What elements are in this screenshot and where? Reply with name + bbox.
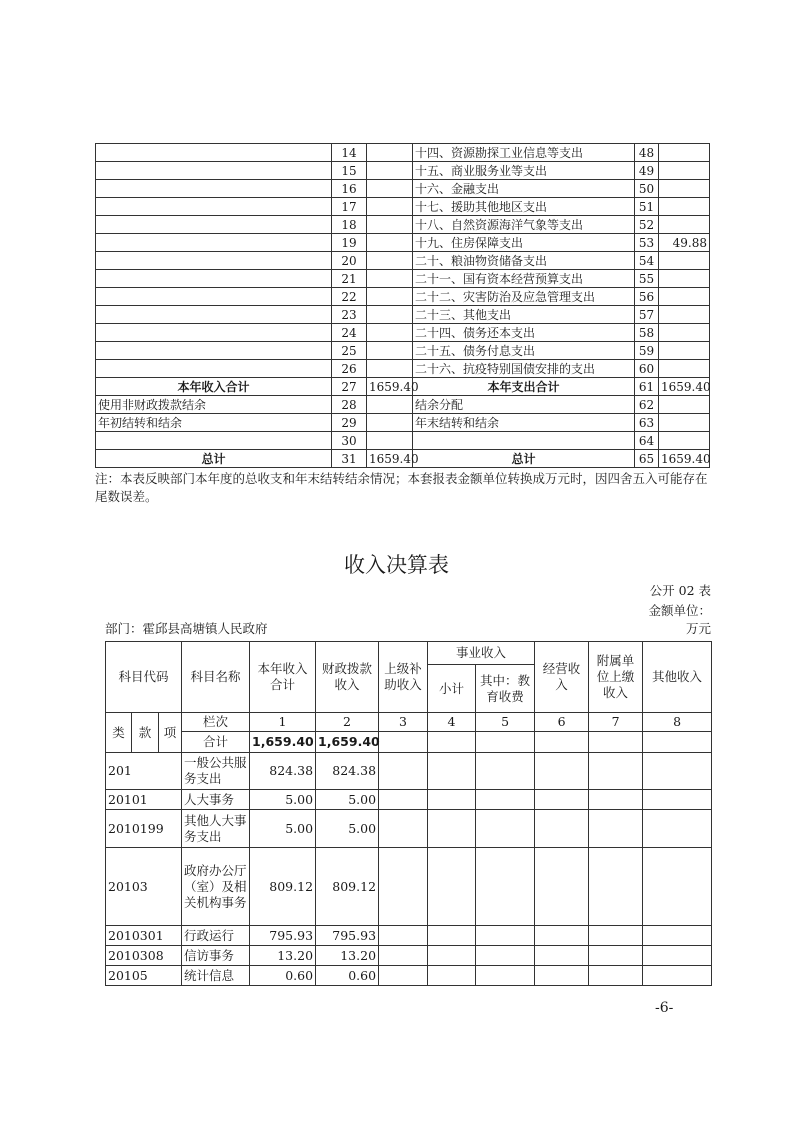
income-item: [96, 432, 332, 450]
expense-item: 二十五、债务付息支出: [413, 342, 635, 360]
sum-total: 1,659.40: [250, 732, 316, 753]
income-item: [96, 162, 332, 180]
table-row: [106, 926, 712, 946]
amount: 49.88: [659, 234, 710, 252]
subject-name: 政府办公厅（室）及相关机构事务: [182, 848, 250, 926]
sum-label: 合计: [182, 732, 250, 753]
row-number: 56: [635, 288, 659, 306]
empty-cell: [379, 946, 428, 966]
row-number: 19: [332, 234, 367, 252]
fiscal-income: 5.00: [316, 790, 379, 810]
amount: [659, 342, 710, 360]
empty-cell: [428, 810, 476, 848]
header-lei: 类: [106, 713, 132, 753]
empty-cell: [535, 946, 589, 966]
amount: [367, 414, 413, 432]
col-number: 8: [643, 713, 712, 732]
empty-cell: [643, 926, 712, 946]
row-number: 57: [635, 306, 659, 324]
income-item: [96, 288, 332, 306]
row-number: 25: [332, 342, 367, 360]
row-number: 50: [635, 180, 659, 198]
empty-cell: [428, 926, 476, 946]
fiscal-income: 5.00: [316, 810, 379, 848]
empty-cell: [535, 926, 589, 946]
table-row: [96, 198, 710, 216]
income-item: [96, 360, 332, 378]
income-item: 年初结转和结余: [96, 414, 332, 432]
row-number: 15: [332, 162, 367, 180]
total-income: 809.12: [250, 848, 316, 926]
page-title: 收入决算表: [344, 553, 449, 577]
row-number: 16: [332, 180, 367, 198]
subject-name: 信访事务: [182, 946, 250, 966]
table-note: 注：本表反映部门本年度的总收支和年末结转结余情况；本套报表金额单位转换成万元时，因四舍五入可能存在尾数误差。: [95, 471, 708, 504]
expense-item: 二十、粮油物资储备支出: [413, 252, 635, 270]
empty-cell: [643, 848, 712, 926]
expense-item: 十七、援助其他地区支出: [413, 198, 635, 216]
col-number: 2: [316, 713, 379, 732]
empty-cell: [643, 966, 712, 986]
income-item: [96, 234, 332, 252]
empty-cell: [379, 810, 428, 848]
empty-cell: [476, 848, 535, 926]
table-row: [96, 324, 710, 342]
empty-cell: [428, 790, 476, 810]
col-number: 7: [589, 713, 643, 732]
row-number: 18: [332, 216, 367, 234]
col-number: 4: [428, 713, 476, 732]
empty-cell: [476, 753, 535, 790]
empty-cell: [589, 810, 643, 848]
row-number: 21: [332, 270, 367, 288]
income-item: [96, 306, 332, 324]
subject-code: 2010301: [106, 926, 182, 946]
amount: [659, 216, 710, 234]
amount: [367, 252, 413, 270]
amount: [367, 216, 413, 234]
expense-item: 二十一、国有资本经营预算支出: [413, 270, 635, 288]
header-subtotal: 小计: [428, 665, 476, 713]
empty-cell: [476, 810, 535, 848]
header-xiang: 项: [159, 713, 182, 753]
empty-cell: [643, 810, 712, 848]
header-fiscal: 财政拨款收入: [316, 642, 379, 713]
empty-cell: [589, 946, 643, 966]
empty-cell: [535, 848, 589, 926]
empty-cell: [589, 753, 643, 790]
empty-cell: [589, 790, 643, 810]
empty-cell: [535, 810, 589, 848]
header-business: 事业收入: [428, 642, 535, 665]
row-number: 20: [332, 252, 367, 270]
subject-code: 2010199: [106, 810, 182, 848]
expense-item: 年末结转和结余: [413, 414, 635, 432]
income-item: [96, 216, 332, 234]
empty-cell: [476, 926, 535, 946]
expense-item: 十四、资源勘探工业信息等支出: [413, 144, 635, 162]
row-number: 58: [635, 324, 659, 342]
subject-code: 201: [106, 753, 182, 790]
form-number: 公开 02 表: [649, 583, 711, 598]
row-number: 24: [332, 324, 367, 342]
amount: [659, 432, 710, 450]
table-row: [96, 396, 710, 414]
row-number: 22: [332, 288, 367, 306]
empty-cell: [476, 966, 535, 986]
empty-cell: [379, 790, 428, 810]
unit-value: 万元: [685, 621, 711, 636]
table-row: [96, 234, 710, 252]
amount: [659, 396, 710, 414]
row-number: 51: [635, 198, 659, 216]
amount: [367, 360, 413, 378]
expense-total-label: 本年支出合计: [413, 378, 635, 396]
empty-cell: [535, 966, 589, 986]
income-total-amount: 1659.40: [367, 378, 413, 396]
subject-name: 其他人大事务支出: [182, 810, 250, 848]
header-total: 本年收入合计: [250, 642, 316, 713]
empty-cell: [428, 753, 476, 790]
empty-cell: [535, 790, 589, 810]
header-superior: 上级补助收入: [379, 642, 428, 713]
empty-cell: [476, 790, 535, 810]
amount: [367, 288, 413, 306]
amount: [659, 306, 710, 324]
expense-item: 二十四、债务还本支出: [413, 324, 635, 342]
empty-cell: [379, 753, 428, 790]
sum-fiscal: 1,659.40: [316, 732, 379, 753]
amount: 1659.40: [367, 450, 413, 468]
amount: [367, 270, 413, 288]
row-number: 30: [332, 432, 367, 450]
income-expense-summary-table: [95, 143, 710, 468]
amount: [367, 198, 413, 216]
empty-cell: [589, 848, 643, 926]
subject-code: 20103: [106, 848, 182, 926]
header-operating: 经营收入: [535, 642, 589, 713]
table-row: [96, 414, 710, 432]
subject-code: 20105: [106, 966, 182, 986]
table-row: [96, 342, 710, 360]
table-row: [96, 216, 710, 234]
empty-cell: [379, 966, 428, 986]
table-row: [96, 360, 710, 378]
row-number: 64: [635, 432, 659, 450]
expense-item: 二十六、抗疫特别国债安排的支出: [413, 360, 635, 378]
row-number: 63: [635, 414, 659, 432]
row-number: 53: [635, 234, 659, 252]
amount: [367, 144, 413, 162]
fiscal-income: 809.12: [316, 848, 379, 926]
row-number: 54: [635, 252, 659, 270]
fiscal-income: 795.93: [316, 926, 379, 946]
subject-name: 一般公共服务支出: [182, 753, 250, 790]
grand-total-label: 总计: [96, 450, 332, 468]
empty-cell: [643, 790, 712, 810]
income-item: [96, 252, 332, 270]
amount: [659, 324, 710, 342]
col-number: 1: [250, 713, 316, 732]
row-number: 17: [332, 198, 367, 216]
row-number: 27: [332, 378, 367, 396]
amount: 1659.40: [659, 450, 710, 468]
subject-code: 2010308: [106, 946, 182, 966]
row-number: 52: [635, 216, 659, 234]
grand-total-label: 总计: [413, 450, 635, 468]
table-row: [106, 966, 712, 986]
expense-item: 十九、住房保障支出: [413, 234, 635, 252]
row-number: 49: [635, 162, 659, 180]
amount: [367, 180, 413, 198]
empty-cell: [428, 946, 476, 966]
empty-cell: [535, 753, 589, 790]
amount: [659, 360, 710, 378]
row-number: 55: [635, 270, 659, 288]
total-income: 0.60: [250, 966, 316, 986]
table-row: [96, 270, 710, 288]
income-final-accounts-table: [105, 641, 712, 986]
total-income: 795.93: [250, 926, 316, 946]
col-label: 栏次: [182, 713, 250, 732]
total-income: 824.38: [250, 753, 316, 790]
row-number: 31: [332, 450, 367, 468]
row-number: 28: [332, 396, 367, 414]
amount: [659, 180, 710, 198]
table-row: [106, 810, 712, 848]
income-item: [96, 144, 332, 162]
table-row-total: [96, 378, 710, 396]
empty-cell: [643, 753, 712, 790]
amount: [367, 162, 413, 180]
expense-item: 二十二、灾害防治及应急管理支出: [413, 288, 635, 306]
empty-cell: [476, 946, 535, 966]
total-income: 5.00: [250, 810, 316, 848]
income-item: [96, 270, 332, 288]
empty-cell: [643, 946, 712, 966]
amount: [367, 342, 413, 360]
amount: [659, 144, 710, 162]
table-row: [106, 790, 712, 810]
expense-item: 十八、自然资源海洋气象等支出: [413, 216, 635, 234]
table-row: [96, 180, 710, 198]
table-row: [106, 848, 712, 926]
amount: [367, 234, 413, 252]
expense-total-amount: 1659.40: [659, 378, 710, 396]
header-name: 科目名称: [182, 642, 250, 713]
row-number: 62: [635, 396, 659, 414]
amount: [367, 324, 413, 342]
row-number: 59: [635, 342, 659, 360]
amount: [659, 252, 710, 270]
page-number: -6-: [655, 1000, 674, 1016]
expense-item: 十五、商业服务业等支出: [413, 162, 635, 180]
expense-item: 结余分配: [413, 396, 635, 414]
empty-cell: [428, 966, 476, 986]
col-number: 5: [476, 713, 535, 732]
income-item: [96, 180, 332, 198]
amount: [659, 198, 710, 216]
table-row: [96, 432, 710, 450]
expense-item: 二十三、其他支出: [413, 306, 635, 324]
expense-item: 十六、金融支出: [413, 180, 635, 198]
empty-cell: [428, 848, 476, 926]
income-item: [96, 324, 332, 342]
amount: [367, 306, 413, 324]
row-number: 14: [332, 144, 367, 162]
amount: [659, 270, 710, 288]
row-number: 60: [635, 360, 659, 378]
empty-cell: [379, 926, 428, 946]
unit-label: 金额单位：: [648, 603, 711, 618]
empty-cell: [589, 966, 643, 986]
subject-name: 统计信息: [182, 966, 250, 986]
income-total-label: 本年收入合计: [96, 378, 332, 396]
income-item: 使用非财政拨款结余: [96, 396, 332, 414]
expense-item: [413, 432, 635, 450]
subject-name: 行政运行: [182, 926, 250, 946]
table-row: [106, 946, 712, 966]
table-row: [106, 753, 712, 790]
row-number: 61: [635, 378, 659, 396]
row-number: 26: [332, 360, 367, 378]
total-income: 5.00: [250, 790, 316, 810]
table-row: [96, 162, 710, 180]
fiscal-income: 0.60: [316, 966, 379, 986]
total-income: 13.20: [250, 946, 316, 966]
income-item: [96, 342, 332, 360]
table-row: [96, 288, 710, 306]
fiscal-income: 13.20: [316, 946, 379, 966]
department-label: 部门：霍邱县高塘镇人民政府: [105, 621, 268, 636]
amount: [367, 396, 413, 414]
header-other: 其他收入: [643, 642, 712, 713]
row-number: 48: [635, 144, 659, 162]
empty-cell: [379, 848, 428, 926]
amount: [659, 414, 710, 432]
col-number: 3: [379, 713, 428, 732]
subject-name: 人大事务: [182, 790, 250, 810]
col-number: 6: [535, 713, 589, 732]
header-code: 科目代码: [106, 642, 182, 713]
header-edu: 其中：教育收费: [476, 665, 535, 713]
subject-code: 20101: [106, 790, 182, 810]
row-number: 23: [332, 306, 367, 324]
amount: [367, 432, 413, 450]
table-row: [96, 450, 710, 468]
amount: [659, 162, 710, 180]
empty-cell: [589, 926, 643, 946]
header-kuan: 款: [132, 713, 159, 753]
table-row: [96, 252, 710, 270]
table-row: [96, 144, 710, 162]
row-number: 29: [332, 414, 367, 432]
row-number: 65: [635, 450, 659, 468]
table-row: [96, 306, 710, 324]
header-affiliate: 附属单位上缴收入: [589, 642, 643, 713]
amount: [659, 288, 710, 306]
fiscal-income: 824.38: [316, 753, 379, 790]
income-item: [96, 198, 332, 216]
